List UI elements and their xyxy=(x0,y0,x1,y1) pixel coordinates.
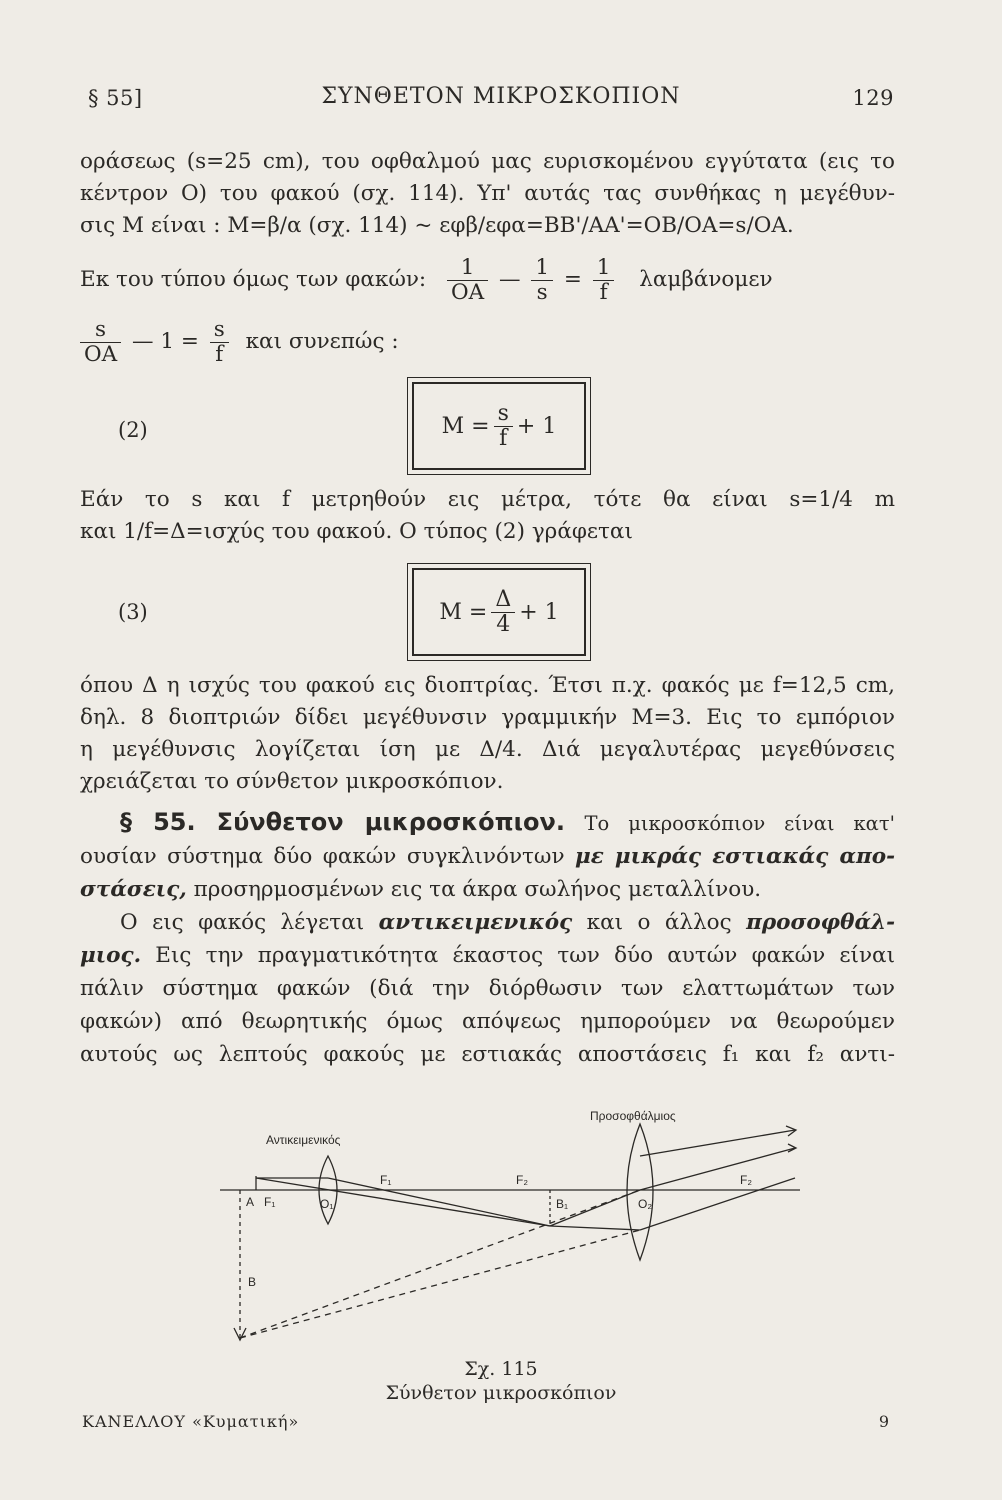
text-fragment: Ο εις φακός λέγεται xyxy=(120,910,365,935)
fraction-1-over-f: $\frac{1}{f}$ xyxy=(593,256,615,305)
fraction-s-over-f: $\frac{s}{f}$ xyxy=(494,402,513,451)
footer-signature: 9 xyxy=(878,1412,890,1431)
page-number: 129 xyxy=(852,86,894,110)
text-line: κέντρον O) του φακού (σχ. 114). Υπ' αυτάς τας συνθήκας η μεγέθυν- xyxy=(80,181,895,206)
emphasis-text: προσοφθάλ- xyxy=(746,910,895,935)
fraction-s-over-f: $\frac{s}{f}$ xyxy=(210,318,229,367)
fraction-delta-over-4: $\frac{\Delta}{4}$ xyxy=(491,588,515,637)
header-section-ref: § 55] xyxy=(88,86,143,110)
text-line: χρειάζεται το σύνθετον μικροσκόπιον. xyxy=(80,769,504,794)
emphasis-text: μιος. xyxy=(80,943,142,968)
text-fragment: και συνεπώς : xyxy=(245,329,399,354)
minus-sign: — xyxy=(499,267,521,292)
label-objective: Αντικειμενικός xyxy=(266,1133,341,1147)
derived-formula-line xyxy=(80,314,895,370)
label-F2: F₂ xyxy=(516,1173,528,1187)
figure-caption-number: Σχ. 115 xyxy=(464,1358,538,1380)
text-line: όπου Δ η ισχύς του φακού εις διοπτρίας. Έτσι π.χ. φακός με f=12,5 cm, xyxy=(80,673,895,698)
label-eyepiece: Προσοφθάλμιος xyxy=(590,1109,676,1123)
text-line: οράσεως (s=25 cm), του οφθαλμού μας ευρισκομένου εγγύτατα (εις το xyxy=(80,149,895,174)
equals-sign: = xyxy=(563,267,582,292)
text-fragment: Εκ του τύπου όμως των φακών: xyxy=(80,267,427,292)
label-B1: B₁ xyxy=(556,1197,569,1211)
text-line: και 1/f=Δ=ισχύς του φακού. Ο τύπος (2) γράφεται xyxy=(80,519,633,544)
fraction-1-over-OA: $\frac{1}{OA}$ xyxy=(447,256,488,305)
equation-2-label: (2) xyxy=(118,418,148,442)
text-fragment: ουσίαν σύστημα δύο φακών συγκλινόντων xyxy=(80,844,565,869)
paragraph-2 xyxy=(80,484,895,548)
label-O2: O₂ xyxy=(638,1197,652,1211)
paragraph-3 xyxy=(80,670,895,798)
fraction-1-over-s: $\frac{1}{s}$ xyxy=(531,256,553,305)
emphasis-text: στάσεις, xyxy=(80,877,187,902)
m-equals: M = xyxy=(441,413,490,439)
text-fragment: Το μικροσκόπιον είναι κατ' xyxy=(584,812,895,835)
text-line: η μεγέθυνσις λογίζεται ίση με Δ/4. Διά μεγαλυτέρας μεγεθύνσεις xyxy=(80,737,895,762)
microscope-diagram xyxy=(220,1108,800,1368)
text-fragment: λαμβάνομεν xyxy=(639,267,773,292)
equation-3-label: (3) xyxy=(118,600,148,624)
virtual-ray xyxy=(240,1190,640,1338)
text-line: δηλ. 8 διοπτριών δίδει μεγέθυνσιν γραμμικήν M=3. Εις το εμπόριον xyxy=(80,705,895,730)
equation-3-box xyxy=(412,568,586,656)
section-heading: § 55. Σύνθετον μικροσκόπιον. xyxy=(120,808,565,836)
equation-2-box xyxy=(412,382,586,470)
text-line: φακών) από θεωρητικής όμως απόψεως ημπορούμεν να θεωρούμεν xyxy=(80,1009,895,1034)
emphasis-text: αντικειμενικός xyxy=(378,910,573,935)
section-55 xyxy=(80,806,895,1071)
emphasis-text: με μικράς εστιακάς απο- xyxy=(575,844,895,869)
text-line: σις M είναι : M=β/α (σχ. 114) ~ εφβ/εφα=BB'/AA'=OB/OA=s/OA. xyxy=(80,213,794,238)
virtual-ray xyxy=(240,1230,640,1338)
ray xyxy=(256,1178,550,1226)
footer-book-title: ΚΑΝΕΛΛΟΥ «Κυματική» xyxy=(82,1412,300,1431)
minus-one-equals: — 1 = xyxy=(132,329,199,354)
eyepiece-lens xyxy=(627,1124,653,1260)
label-F2: F₂ xyxy=(740,1173,752,1187)
label-F1: F₁ xyxy=(264,1195,276,1209)
label-B: B xyxy=(248,1275,257,1289)
plus-one: + 1 xyxy=(519,599,559,625)
ray xyxy=(550,1226,640,1230)
label-F1: F₁ xyxy=(380,1173,392,1187)
label-A: A xyxy=(246,1195,255,1209)
text-fragment: Εις την πραγματικότητα έκαστος των δύο αυτών φακών είναι xyxy=(155,943,895,968)
header-title: ΣΥΝΘΕΤΟΝ ΜΙΚΡΟΣΚΟΠΙΟΝ xyxy=(321,84,681,109)
label-O1: O₁ xyxy=(320,1197,334,1211)
ray xyxy=(640,1178,795,1230)
paragraph-1 xyxy=(80,146,895,242)
figure-caption-text: Σύνθετον μικροσκόπιον xyxy=(385,1382,617,1404)
text-line: αυτούς ως λεπτούς φακούς με εστιακάς αποστάσεις f₁ και f₂ αντι- xyxy=(80,1042,895,1067)
ray xyxy=(640,1130,795,1156)
text-line: Εάν το s και f μετρηθούν εις μέτρα, τότε θα είναι s=1/4 m xyxy=(80,487,895,512)
fraction-s-over-OA: $\frac{s}{OA}$ xyxy=(80,318,121,367)
arrowhead xyxy=(788,1144,796,1152)
text-line: πάλιν σύστημα φακών (διά την διόρθωσιν των ελαττωμάτων των xyxy=(80,976,895,1001)
plus-one: + 1 xyxy=(516,413,557,439)
text-fragment: και ο άλλος xyxy=(586,910,732,935)
ray xyxy=(640,1148,795,1190)
m-equals: M = xyxy=(439,599,488,625)
lens-formula-line xyxy=(80,252,895,308)
text-fragment: προσηρμοσμένων εις τα άκρα σωλήνος μεταλλίνου. xyxy=(193,877,762,902)
